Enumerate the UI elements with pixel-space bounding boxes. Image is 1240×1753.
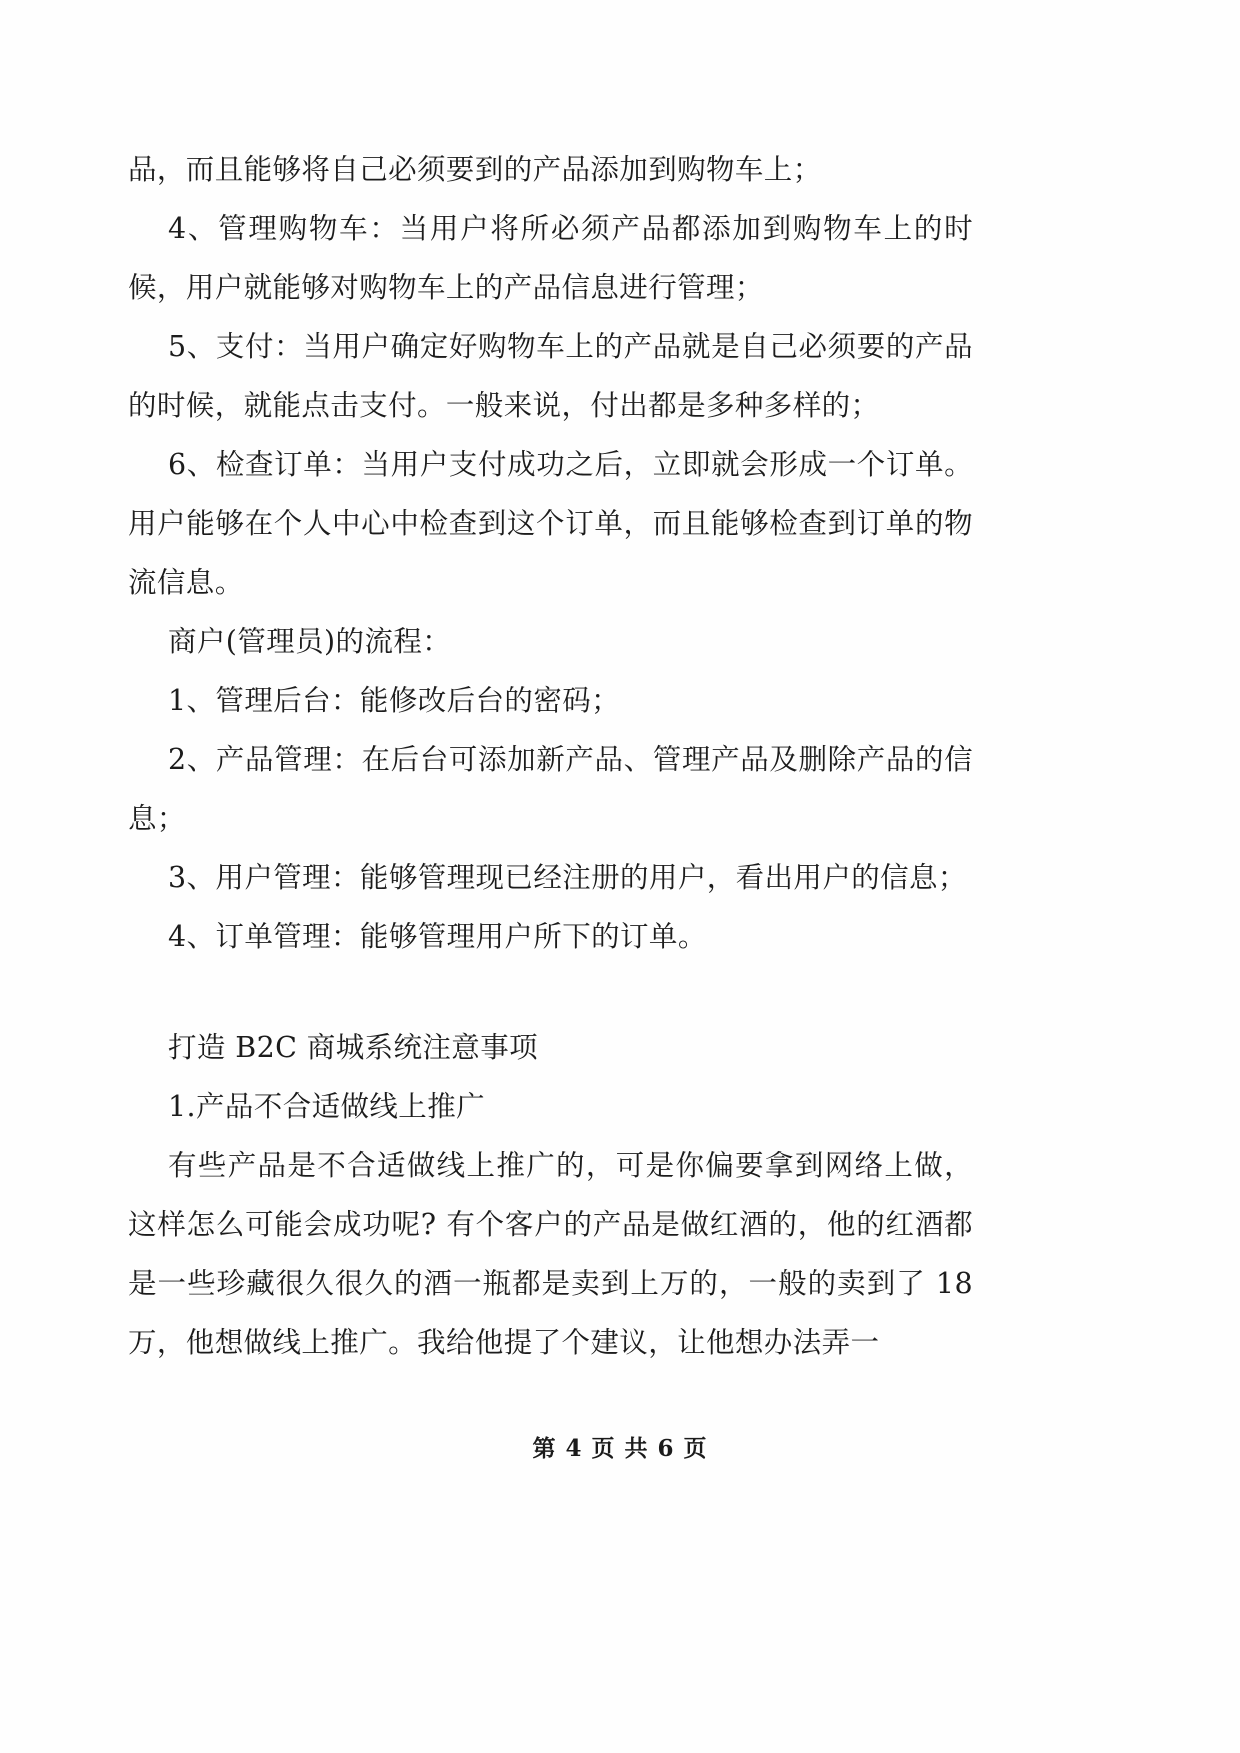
- paragraph: 有些产品是不合适做线上推广的，可是你偏要拿到网络上做，这样怎么可能会成功呢? 有个客户的产品是做红酒的，他的红酒都是一些珍藏很久很久的酒一瓶都是卖到上万的，一般的卖到了 18 万，他想做线上推广。我给他提了个建议，让他想办法弄一: [128, 1149, 973, 1359]
- paragraph: 4、订单管理：能够管理用户所下的订单。: [168, 920, 707, 953]
- section-spacer: [128, 966, 973, 1018]
- page-footer: 第 4 页 共 6 页: [532, 1435, 708, 1462]
- paragraph: 2、产品管理：在后台可添加新产品、管理产品及删除产品的信息；: [128, 743, 973, 835]
- paragraph: 1、管理后台：能修改后台的密码；: [168, 684, 621, 717]
- document-body: [128, 140, 973, 1372]
- paragraph: 商户(管理员)的流程：: [168, 625, 452, 658]
- section-heading: 打造 B2C 商城系统注意事项: [168, 1031, 539, 1064]
- paragraph: 6、检查订单：当用户支付成功之后，立即就会形成一个订单。用户能够在个人中心中检查到这个订单，而且能够检查到订单的物流信息。: [128, 448, 973, 599]
- paragraph: 5、支付：当用户确定好购物车上的产品就是自己必须要的产品的时候，就能点击支付。一般来说，付出都是多种多样的；: [128, 330, 973, 422]
- subsection-heading: 1.产品不合适做线上推广: [168, 1090, 485, 1123]
- paragraph: 4、管理购物车：当用户将所必须产品都添加到购物车上的时候，用户就能够对购物车上的产品信息进行管理；: [128, 212, 973, 304]
- paragraph: 品，而且能够将自己必须要到的产品添加到购物车上；: [128, 153, 822, 186]
- paragraph: 3、用户管理：能够管理现已经注册的用户，看出用户的信息；: [168, 861, 967, 894]
